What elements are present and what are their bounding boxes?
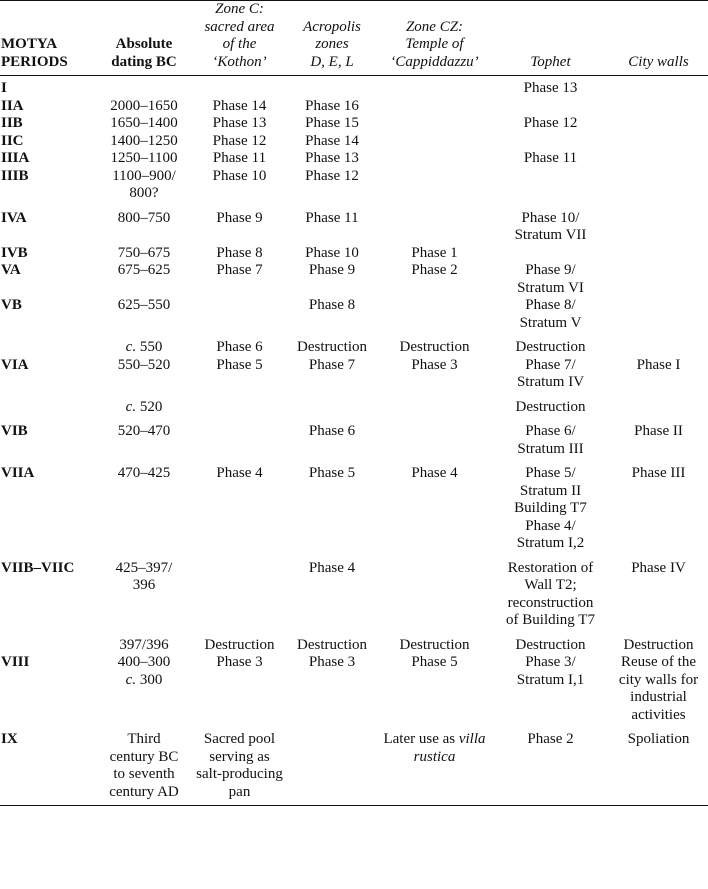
cell-zone-c: Phase 11 [212, 150, 267, 166]
cell-zone-cz: Phase 1 [411, 244, 458, 261]
cell-city-walls [609, 168, 708, 203]
cell-zone-c: Phase 4 [216, 465, 263, 481]
cell-zone-cz [377, 133, 492, 151]
header-zone-c: Zone C: sacred area of the ‘Kothon’ [204, 1, 275, 70]
cell-period: IVA [1, 209, 27, 226]
cell-acropolis: Phase 9 [308, 262, 356, 278]
table-row [0, 203, 708, 245]
cell-tophet: Phase 6/ Stratum III [517, 423, 584, 457]
cell-city-walls: Phase IV [631, 559, 686, 576]
cell-zone-cz [377, 416, 492, 458]
cell-tophet: Phase 12 [523, 115, 578, 131]
cell-period: IX [1, 731, 18, 747]
cell-city-walls [609, 245, 708, 263]
cell-dating: 550–520 [117, 356, 171, 373]
cell-period: VIII [1, 654, 30, 670]
cell-zone-c: Phase 5 [216, 356, 263, 373]
cell-acropolis: Phase 16 [305, 97, 359, 114]
cell-zone-cz [377, 115, 492, 133]
cell-zone-cz [377, 392, 492, 417]
cell-period: IIA [1, 97, 24, 114]
cell-city-walls [609, 203, 708, 245]
cell-acropolis: Destruction [297, 339, 367, 355]
cell-tophet [492, 133, 609, 151]
cell-period: VIB [1, 423, 28, 439]
cell-dating: 1250–1100 [110, 150, 178, 166]
cell-period: VB [1, 297, 22, 313]
cell-acropolis: Phase 11 [305, 209, 359, 226]
cell-city-walls [609, 332, 708, 357]
cell-zone-cz [377, 98, 492, 116]
cell-period [0, 332, 96, 357]
header-row [0, 1, 708, 76]
cell-tophet: Phase 10/ Stratum VII [514, 209, 587, 243]
cell-zone-c: Phase 7 [216, 262, 263, 278]
cell-period: IIIA [1, 150, 30, 166]
cell-acropolis: Phase 7 [308, 356, 356, 373]
header-tophet: Tophet [530, 53, 571, 70]
cell-zone-cz: Later use as villa rustica [383, 731, 486, 765]
cell-zone-cz: Phase 2 [411, 262, 458, 278]
cell-acropolis: Phase 12 [305, 167, 359, 184]
cell-period: I [1, 80, 7, 96]
cell-dating: 625–550 [117, 297, 171, 313]
header-city-walls: City walls [628, 53, 689, 70]
cell-city-walls: Phase III [631, 465, 686, 481]
cell-tophet: Destruction [515, 636, 586, 653]
cell-zone-c: Destruction [204, 636, 275, 653]
cell-zone-cz: Phase 5 [411, 654, 458, 670]
cell-zone-c [192, 76, 287, 98]
cell-city-walls [609, 76, 708, 98]
cell-acropolis: Phase 15 [305, 115, 359, 131]
cell-tophet: Phase 5/ Stratum II Building T7 Phase 4/ Stratum I,2 [514, 465, 587, 551]
cell-period: IIC [1, 132, 24, 149]
cell-zone-c: Sacred pool serving as salt-producing pan [196, 731, 283, 800]
cell-city-walls [609, 133, 708, 151]
cell-period [0, 392, 96, 417]
cell-zone-c: Phase 14 [212, 97, 267, 114]
cell-city-walls [609, 392, 708, 417]
table-row [0, 416, 708, 458]
cell-zone-cz [377, 168, 492, 203]
cell-dating: 520–470 [117, 423, 171, 439]
cell-acropolis: Phase 10 [305, 244, 359, 261]
cell-tophet [492, 98, 609, 116]
cell-tophet: Phase 7/ Stratum IV [516, 356, 585, 390]
cell-dating: c. 520 [125, 398, 163, 415]
cell-acropolis [287, 392, 377, 417]
table-row [0, 245, 708, 263]
cell-zone-cz: Destruction [399, 339, 470, 355]
cell-zone-cz: Destruction [399, 636, 470, 653]
header-dating: Absolute dating BC [111, 36, 177, 70]
cell-zone-c: Phase 6 [216, 339, 263, 355]
table-row [0, 357, 708, 392]
cell-acropolis [287, 724, 377, 806]
table-row [0, 115, 708, 133]
cell-zone-cz: Phase 4 [411, 465, 458, 481]
cell-zone-c: Phase 8 [216, 244, 263, 261]
table-row [0, 630, 708, 655]
cell-zone-cz [377, 553, 492, 630]
cell-acropolis: Phase 4 [308, 559, 356, 576]
cell-period: IIIB [1, 167, 29, 184]
table-row [0, 297, 708, 332]
cell-dating: Third century BC to seventh century AD [109, 731, 179, 800]
cell-zone-cz [377, 150, 492, 168]
cell-tophet: Destruction [515, 398, 586, 415]
cell-tophet: Phase 9/ Stratum VI [517, 262, 584, 296]
cell-period [0, 630, 96, 655]
table-row [0, 724, 708, 806]
table-row [0, 332, 708, 357]
cell-dating: 400–300 c. 300 [117, 654, 171, 688]
cell-zone-c: Phase 12 [212, 132, 267, 149]
cell-dating: 1400–1250 [110, 132, 178, 149]
cell-zone-c: Phase 13 [212, 115, 267, 131]
cell-tophet: Phase 8/ Stratum V [519, 297, 582, 331]
cell-acropolis: Phase 8 [308, 297, 356, 313]
cell-zone-cz [377, 76, 492, 98]
header-periods: MOTYA PERIODS [1, 36, 68, 70]
cell-tophet: Phase 11 [523, 150, 578, 166]
cell-dating: c. 550 [125, 339, 163, 355]
cell-acropolis: Phase 14 [305, 132, 359, 149]
cell-zone-c: Phase 3 [216, 654, 263, 670]
table-row [0, 150, 708, 168]
cell-period: IIB [1, 115, 23, 131]
cell-period: VA [1, 262, 21, 278]
cell-tophet: Phase 3/ Stratum I,1 [516, 654, 585, 688]
cell-acropolis: Phase 6 [308, 423, 356, 439]
cell-city-walls [609, 150, 708, 168]
cell-city-walls [609, 98, 708, 116]
cell-tophet: Phase 13 [523, 80, 578, 96]
cell-city-walls: Spoliation [627, 731, 690, 747]
cell-city-walls [609, 262, 708, 297]
cell-zone-c [192, 553, 287, 630]
cell-dating: 675–625 [117, 262, 171, 278]
cell-dating: 750–675 [117, 244, 171, 261]
cell-acropolis: Phase 13 [305, 150, 359, 166]
cell-tophet: Phase 2 [527, 731, 574, 747]
cell-city-walls: Phase II [634, 423, 683, 439]
cell-city-walls: Destruction [623, 636, 694, 653]
table-body [0, 76, 708, 806]
cell-acropolis: Phase 5 [308, 465, 356, 481]
cell-acropolis: Phase 3 [308, 654, 356, 670]
cell-period: VIA [1, 356, 29, 373]
cell-zone-c: Phase 9 [216, 209, 263, 226]
table-row [0, 133, 708, 151]
cell-dating: 1100–900/ 800? [112, 167, 176, 201]
cell-zone-cz [377, 297, 492, 332]
cell-dating: 800–750 [117, 209, 171, 226]
cell-dating: 470–425 [117, 465, 171, 481]
cell-acropolis: Destruction [297, 636, 367, 653]
table-row [0, 654, 708, 724]
cell-zone-cz [377, 203, 492, 245]
cell-tophet: Restoration of Wall T2; reconstruction of Building T7 [506, 559, 595, 628]
table-row [0, 458, 708, 553]
cell-tophet: Destruction [515, 339, 586, 355]
cell-city-walls: Reuse of the city walls for industrial activities [618, 654, 699, 723]
cell-dating: 2000–1650 [110, 97, 178, 114]
table-row [0, 168, 708, 203]
cell-city-walls: Phase I [636, 356, 681, 373]
cell-tophet [492, 168, 609, 203]
cell-acropolis [287, 76, 377, 98]
cell-period: VIIB–VIIC [1, 559, 75, 576]
table-row [0, 262, 708, 297]
table-row [0, 392, 708, 417]
cell-dating: 1650–1400 [110, 115, 178, 131]
table-row [0, 98, 708, 116]
cell-zone-c [192, 392, 287, 417]
cell-zone-cz: Phase 3 [411, 356, 458, 373]
cell-dating: 397/396 [119, 636, 169, 653]
cell-city-walls [609, 297, 708, 332]
cell-period: VIIA [1, 465, 35, 481]
cell-period: IVB [1, 244, 28, 261]
cell-dating: 425–397/ 396 [115, 559, 173, 593]
table-row [0, 76, 708, 98]
cell-zone-c [192, 416, 287, 458]
cell-dating [96, 76, 192, 98]
header-zone-cz: Zone CZ: Temple of ‘Cappiddazzu’ [390, 18, 479, 70]
cell-tophet [492, 245, 609, 263]
cell-zone-c: Phase 10 [212, 167, 267, 184]
table-row [0, 553, 708, 630]
cell-city-walls [609, 115, 708, 133]
header-acropolis: Acropolis zones D, E, L [303, 18, 361, 70]
cell-zone-c [192, 297, 287, 332]
